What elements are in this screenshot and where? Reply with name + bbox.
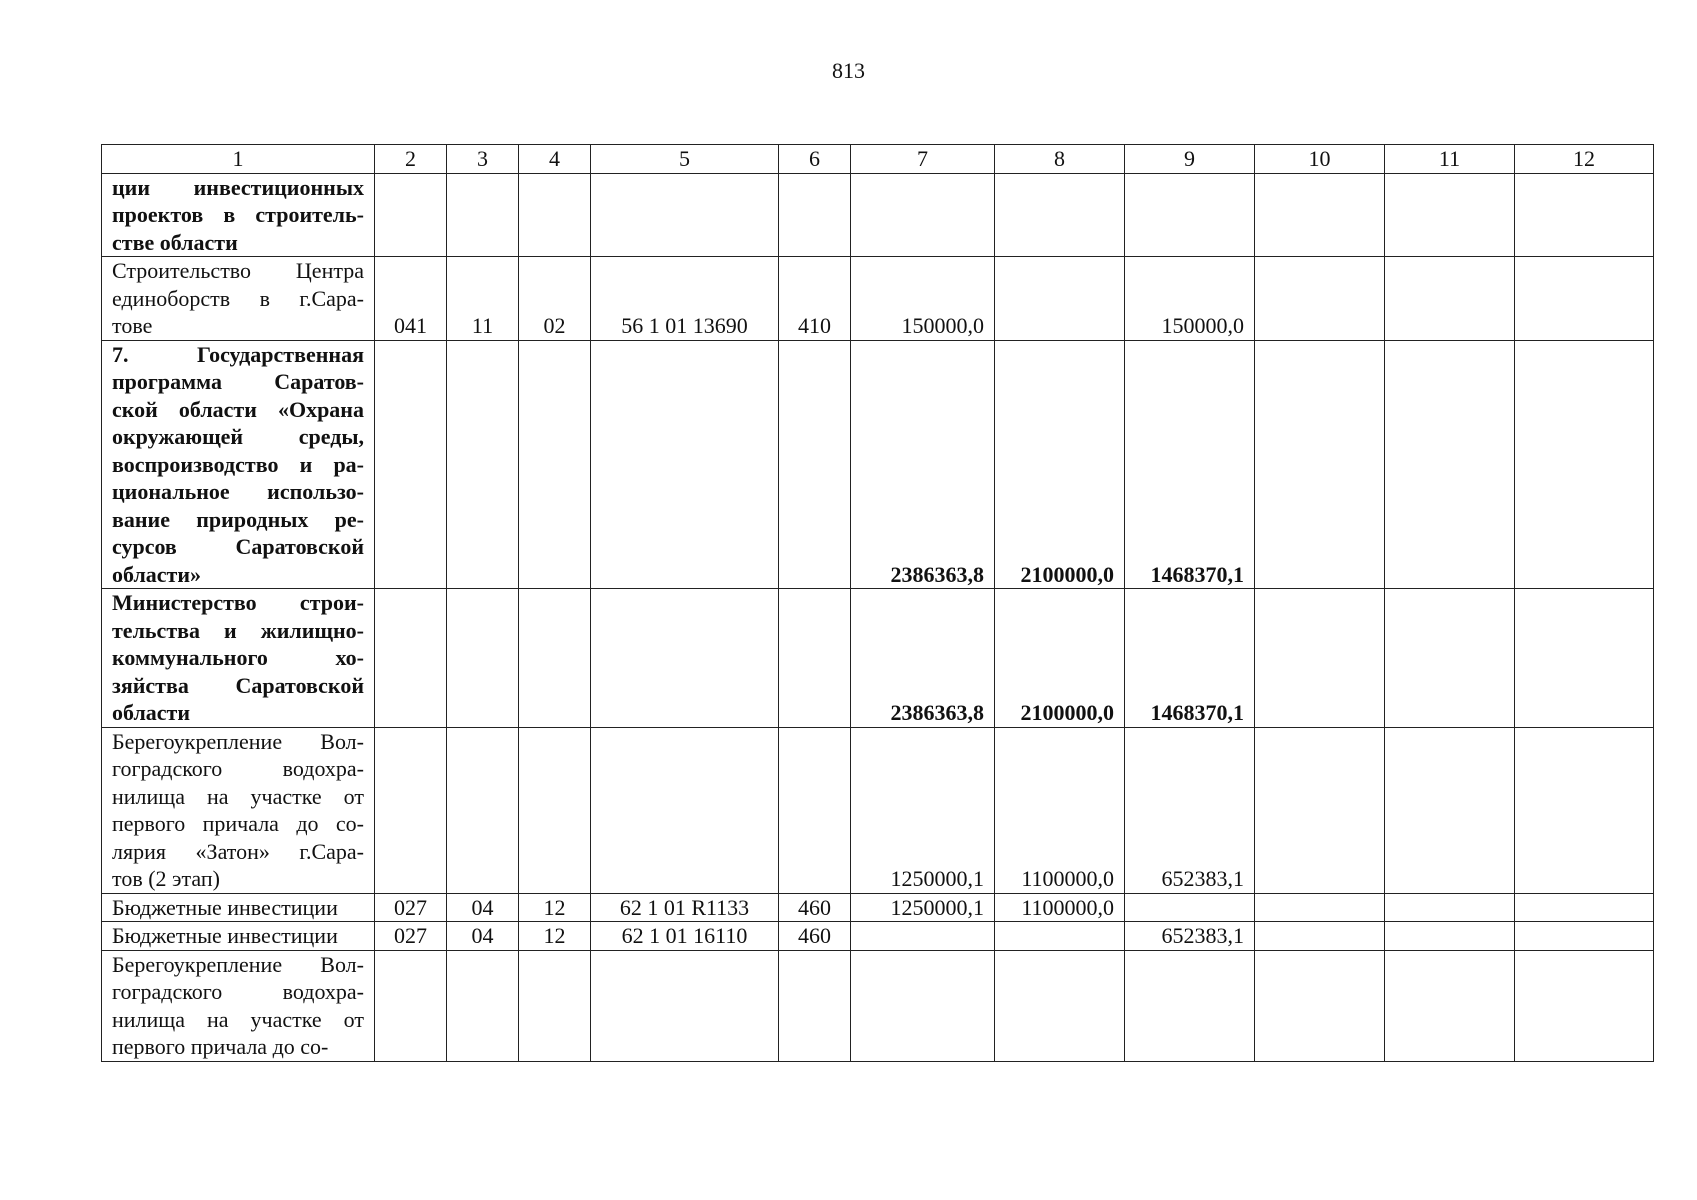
cell-col-5	[591, 950, 779, 1061]
table-body	[102, 173, 1654, 1061]
cell-col-8: 1100000,0	[995, 893, 1125, 922]
cell-col-8	[995, 173, 1125, 257]
column-header-9: 9	[1125, 145, 1255, 174]
cell-col-11	[1385, 922, 1515, 951]
table-row	[102, 340, 1654, 589]
cell-col-3	[447, 173, 519, 257]
row-name-line: сурсов Саратовской	[112, 534, 364, 559]
column-header-10: 10	[1255, 145, 1385, 174]
cell-col-11	[1385, 727, 1515, 893]
row-name-line: гоградского водохра-	[112, 756, 364, 781]
cell-col-9	[1125, 950, 1255, 1061]
cell-col-12	[1515, 257, 1654, 341]
row-name-cell	[102, 922, 375, 951]
column-header-12: 12	[1515, 145, 1654, 174]
cell-col-10	[1255, 257, 1385, 341]
cell-col-11	[1385, 950, 1515, 1061]
cell-col-11	[1385, 173, 1515, 257]
cell-col-2	[375, 950, 447, 1061]
row-name-line: нилища на участке от	[112, 783, 364, 809]
cell-col-7	[851, 922, 995, 951]
cell-col-9: 1468370,1	[1125, 589, 1255, 728]
cell-col-4	[519, 340, 591, 589]
table-row	[102, 589, 1654, 728]
column-header-8: 8	[995, 145, 1125, 174]
column-header-11: 11	[1385, 145, 1515, 174]
cell-col-4: 12	[519, 893, 591, 922]
cell-col-6	[779, 727, 851, 893]
cell-col-10	[1255, 173, 1385, 257]
table-row	[102, 922, 1654, 951]
cell-col-8: 2100000,0	[995, 340, 1125, 589]
cell-col-11	[1385, 589, 1515, 728]
cell-col-3: 04	[447, 922, 519, 951]
cell-col-4	[519, 950, 591, 1061]
row-name-cell	[102, 589, 375, 728]
cell-col-9: 652383,1	[1125, 922, 1255, 951]
cell-col-6: 460	[779, 922, 851, 951]
cell-col-3	[447, 340, 519, 589]
row-name-line: Берегоукрепление Вол-	[112, 728, 364, 754]
cell-col-4: 12	[519, 922, 591, 951]
row-name-line: нилища на участке от	[112, 1006, 364, 1032]
table-row	[102, 893, 1654, 922]
cell-col-12	[1515, 173, 1654, 257]
column-header-7: 7	[851, 145, 995, 174]
row-name-line: ции инвестиционных	[112, 174, 364, 200]
row-name-line: программа Саратов-	[112, 369, 364, 394]
cell-col-11	[1385, 257, 1515, 341]
cell-col-6	[779, 340, 851, 589]
cell-col-8	[995, 257, 1125, 341]
row-name-line: стве области	[112, 229, 238, 255]
cell-col-6	[779, 950, 851, 1061]
row-name-line: тельства и жилищно-	[112, 617, 364, 643]
row-name-line: 7. Государственная	[112, 341, 364, 367]
cell-col-5	[591, 727, 779, 893]
cell-col-10	[1255, 950, 1385, 1061]
cell-col-8: 2100000,0	[995, 589, 1125, 728]
cell-col-6: 460	[779, 893, 851, 922]
cell-col-2: 041	[375, 257, 447, 341]
cell-col-10	[1255, 589, 1385, 728]
cell-col-3	[447, 589, 519, 728]
row-name-line: проектов в строитель-	[112, 202, 364, 227]
row-name-cell	[102, 893, 375, 922]
cell-col-9: 150000,0	[1125, 257, 1255, 341]
row-name-line: области	[112, 700, 191, 725]
cell-col-12	[1515, 950, 1654, 1061]
cell-col-8	[995, 950, 1125, 1061]
column-header-2: 2	[375, 145, 447, 174]
cell-col-2	[375, 589, 447, 728]
cell-col-10	[1255, 727, 1385, 893]
cell-col-9	[1125, 893, 1255, 922]
cell-col-5	[591, 589, 779, 728]
row-name-cell	[102, 727, 375, 893]
row-name-line: циональное использо-	[112, 479, 364, 504]
column-header-5: 5	[591, 145, 779, 174]
row-name-line: вание природных ре-	[112, 506, 364, 532]
row-name-line: гоградского водохра-	[112, 979, 364, 1004]
cell-col-3: 11	[447, 257, 519, 341]
row-name-cell	[102, 257, 375, 341]
row-name-line: окружающей среды,	[112, 424, 364, 449]
cell-col-7	[851, 173, 995, 257]
column-header-3: 3	[447, 145, 519, 174]
cell-col-9: 652383,1	[1125, 727, 1255, 893]
cell-col-7	[851, 950, 995, 1061]
row-name-line: тов (2 этап)	[112, 866, 220, 891]
cell-col-7: 2386363,8	[851, 340, 995, 589]
cell-col-9: 1468370,1	[1125, 340, 1255, 589]
row-name-line: тове	[112, 313, 153, 338]
cell-col-10	[1255, 340, 1385, 589]
cell-col-7: 2386363,8	[851, 589, 995, 728]
column-header-6: 6	[779, 145, 851, 174]
row-name-line: коммунального хо-	[112, 645, 364, 670]
cell-col-12	[1515, 589, 1654, 728]
cell-col-7: 150000,0	[851, 257, 995, 341]
cell-col-4: 02	[519, 257, 591, 341]
row-name-line: Строительство Центра	[112, 258, 364, 283]
cell-col-6: 410	[779, 257, 851, 341]
cell-col-8	[995, 922, 1125, 951]
column-header-1: 1	[102, 145, 375, 174]
row-name-cell	[102, 950, 375, 1061]
cell-col-2	[375, 727, 447, 893]
cell-col-7: 1250000,1	[851, 893, 995, 922]
cell-col-9	[1125, 173, 1255, 257]
row-name-line: Министерство строи-	[112, 590, 364, 615]
cell-col-8: 1100000,0	[995, 727, 1125, 893]
row-name-cell	[102, 173, 375, 257]
cell-col-5: 56 1 01 13690	[591, 257, 779, 341]
row-name-cell	[102, 340, 375, 589]
cell-col-5	[591, 340, 779, 589]
table-row	[102, 950, 1654, 1061]
cell-col-10	[1255, 893, 1385, 922]
cell-col-5: 62 1 01 16110	[591, 922, 779, 951]
cell-col-6	[779, 173, 851, 257]
row-name-line: зяйства Саратовской	[112, 672, 364, 698]
cell-col-2	[375, 173, 447, 257]
row-name-line: Бюджетные инвестиции	[112, 894, 338, 920]
row-name-line: Берегоукрепление Вол-	[112, 951, 364, 977]
cell-col-5: 62 1 01 R1133	[591, 893, 779, 922]
table-row	[102, 173, 1654, 257]
cell-col-4	[519, 173, 591, 257]
cell-col-3: 04	[447, 893, 519, 922]
row-name-line: первого причала до со-	[112, 811, 364, 836]
cell-col-12	[1515, 893, 1654, 922]
budget-table	[101, 144, 1654, 1062]
table-row	[102, 257, 1654, 341]
cell-col-11	[1385, 893, 1515, 922]
cell-col-4	[519, 589, 591, 728]
row-name-line: Бюджетные инвестиции	[112, 923, 338, 948]
column-header-4: 4	[519, 145, 591, 174]
cell-col-12	[1515, 340, 1654, 589]
cell-col-3	[447, 727, 519, 893]
page-number: 813	[832, 58, 865, 83]
cell-col-4	[519, 727, 591, 893]
cell-col-5	[591, 173, 779, 257]
cell-col-12	[1515, 727, 1654, 893]
header-row	[102, 145, 1654, 174]
cell-col-12	[1515, 922, 1654, 951]
cell-col-10	[1255, 922, 1385, 951]
row-name-line: лярия «Затон» г.Сара-	[112, 838, 364, 864]
cell-col-6	[779, 589, 851, 728]
cell-col-7: 1250000,1	[851, 727, 995, 893]
cell-col-2: 027	[375, 922, 447, 951]
row-name-line: единоборств в г.Сара-	[112, 285, 364, 311]
cell-col-2	[375, 340, 447, 589]
row-name-line: первого причала до со-	[112, 1034, 329, 1059]
table-row	[102, 727, 1654, 893]
cell-col-11	[1385, 340, 1515, 589]
cell-col-2: 027	[375, 893, 447, 922]
row-name-line: ской области «Охрана	[112, 396, 364, 422]
row-name-line: воспроизводство и ра-	[112, 451, 364, 477]
cell-col-3	[447, 950, 519, 1061]
row-name-line: области»	[112, 561, 202, 587]
